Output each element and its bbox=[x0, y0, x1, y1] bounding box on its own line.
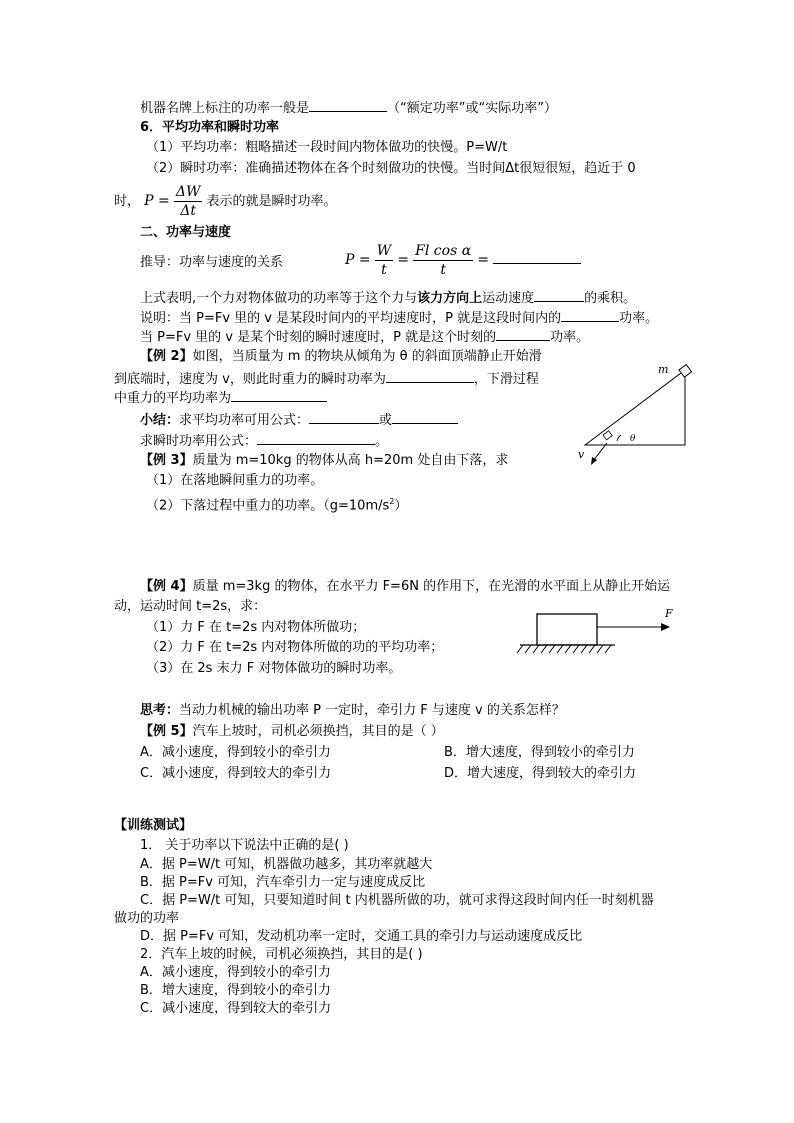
note2-blank[interactable] bbox=[496, 327, 550, 341]
velocity-arrowhead bbox=[591, 457, 597, 465]
example2-blank-1[interactable] bbox=[386, 369, 474, 383]
example2-line2: 到底端时，速度为 v，则此时重力的瞬时功率为 ，下滑过程 bbox=[114, 369, 539, 389]
avg-power-line: （1）平均功率：粗略描述一段时间内物体做功的快慢。P=W/t bbox=[146, 140, 508, 155]
summary-line2: 求瞬时功率用公式： 。 bbox=[140, 431, 388, 451]
inst-power-line: （2）瞬时功率：准确描述物体在各个时刻做功的快慢。当时间Δt很短很短，趋近于 0 bbox=[146, 161, 636, 176]
derive-label: 推导：功率与速度的关系 bbox=[140, 255, 284, 270]
summary-line1: 小结：求平均功率可用公式： 或 bbox=[140, 410, 458, 430]
test-q2-option-b[interactable]: B．增大速度，得到较小的牵引力 bbox=[140, 983, 331, 998]
test-q1-option-c-cont: 做功的功率 bbox=[114, 911, 180, 926]
example4-q2: （2）力 F 在 t=2s 内对物体所做的功的平均功率； bbox=[146, 640, 444, 655]
example3-line1: 【例 3】质量为 m=10kg 的物体从高 h=20m 处自由下落，求 bbox=[140, 453, 509, 468]
mass-label: m bbox=[658, 363, 669, 376]
example4-q3: （3）在 2s 末力 F 对物体做功的瞬时功率。 bbox=[146, 661, 402, 676]
block bbox=[537, 614, 597, 645]
intro-line: 机器名牌上标注的功率一般是 （“额定功率”或“实际功率”） bbox=[140, 98, 557, 118]
example2-line3: 中重力的平均功率为 bbox=[114, 388, 327, 408]
test-heading: 【训练测试】 bbox=[114, 818, 193, 833]
answer-blank[interactable] bbox=[309, 98, 387, 112]
conclusion-blank[interactable] bbox=[534, 288, 584, 302]
incline-figure bbox=[575, 355, 695, 470]
note1-blank[interactable] bbox=[561, 308, 619, 322]
test-q1-option-b[interactable]: B．据 P=Fv 可知，汽车牵引力一定与速度成反比 bbox=[140, 875, 426, 890]
example3-q2: （2）下落过程中重力的功率。$(g=10m/s^2)$ bbox=[146, 497, 408, 514]
summary-blank-2[interactable] bbox=[392, 410, 458, 424]
summary-blank-1[interactable] bbox=[309, 410, 379, 424]
example3-q1: （1）在落地瞬间重力的功率。 bbox=[146, 473, 324, 488]
section2-heading: 二、功率与速度 bbox=[140, 225, 232, 240]
test-q1-option-d[interactable]: D．据 P=Fv 可知，发动机功率一定时，交通工具的牵引力与运动速度成反比 bbox=[140, 929, 583, 944]
formula-answer-blank[interactable] bbox=[493, 250, 581, 264]
test-q1-option-c[interactable]: C．据 P=W/t 可知，只要知道时间 t 内机器所做的功，就可求得这段时间内任一时刻机器 bbox=[140, 893, 654, 908]
example4-q1: （1）力 F 在 t=2s 内对物体所做功； bbox=[146, 620, 366, 635]
example4-line2: 动，运动时间 t=2s，求： bbox=[114, 599, 267, 614]
angle-arc bbox=[617, 435, 621, 441]
note2-line: 当 P=Fv 里的 v 是某个时刻的瞬时速度时，P 就是这个时刻的 功率。 bbox=[140, 327, 589, 347]
note1-line: 说明：当 P=Fv 里的 v 是某段时间内的平均速度时，P 就是这段时间内的 功率。 bbox=[140, 308, 658, 328]
example5-option-a[interactable]: A．减小速度，得到较小的牵引力 bbox=[140, 745, 331, 760]
power-velocity-formula: P = $\frac{W}{t}$ = $\frac{\text{Fl cos α}}{t}$ = bbox=[345, 240, 581, 281]
summary-blank-3[interactable] bbox=[257, 431, 375, 445]
example2-line1: 【例 2】如图，当质量为 m 的物块从倾角为 θ 的斜面顶端静止开始滑 bbox=[140, 349, 542, 364]
example2-blank-2[interactable] bbox=[231, 388, 327, 402]
test-q1: 1． 关于功率以下说法中正确的是( ) bbox=[140, 838, 349, 853]
example4-line1: 【例 4】质量 m=3kg 的物体，在水平力 F=6N 的作用下，在光滑的水平面上从静止开始运 bbox=[140, 579, 671, 594]
example5-option-c[interactable]: C．减小速度，得到较大的牵引力 bbox=[140, 766, 332, 781]
think-line: 思考：当动力机械的输出功率 P 一定时，牵引力 F 与速度 v 的关系怎样？ bbox=[140, 703, 565, 718]
test-q2-option-a[interactable]: A．减小速度，得到较小的牵引力 bbox=[140, 965, 331, 980]
angle-label: θ bbox=[630, 434, 636, 444]
delta-w-over-delta-t: $\frac{\Delta W}{\Delta t}$ bbox=[175, 184, 201, 219]
test-q2: 2．汽车上坡的时候，司机必须换挡，其目的是( ) bbox=[140, 947, 423, 962]
conclusion-line: 上式表明,一个力对物体做功的功率等于这个力与该力方向上运动速度 的乘积。 bbox=[140, 288, 636, 308]
ground-hatching bbox=[517, 645, 611, 653]
section6-heading: 6．平均功率和瞬时功率 bbox=[140, 120, 280, 135]
small-block bbox=[603, 431, 612, 440]
example5-option-b[interactable]: B．增大速度，得到较小的牵引力 bbox=[444, 745, 635, 760]
example5-option-d[interactable]: D．增大速度，得到较大的牵引力 bbox=[444, 766, 637, 781]
force-arrowhead bbox=[661, 623, 670, 631]
block-force-figure bbox=[515, 600, 685, 660]
force-label: F bbox=[665, 607, 673, 620]
velocity-label: v bbox=[578, 448, 585, 461]
test-q2-option-c[interactable]: C．减小速度，得到较大的牵引力 bbox=[140, 1001, 332, 1016]
test-q1-option-a[interactable]: A．据 P=W/t 可知，机器做功越多，其功率就越大 bbox=[140, 857, 433, 872]
example5-question: 【例 5】汽车上坡时，司机必须换挡，其目的是（ ） bbox=[140, 724, 444, 739]
inst-power-formula-line: 时， P = $\frac{\Delta W}{\Delta t}$ 表示的就是瞬时功率。 bbox=[114, 184, 337, 219]
block-on-incline bbox=[679, 365, 692, 378]
velocity-arrow bbox=[593, 443, 607, 461]
